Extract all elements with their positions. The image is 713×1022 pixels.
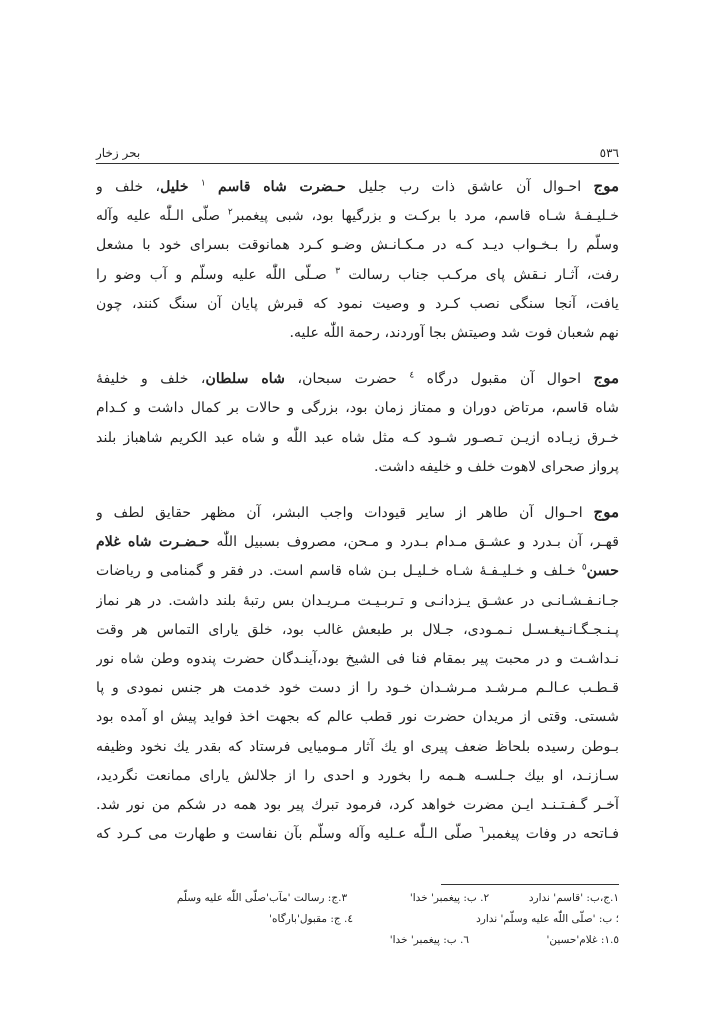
footnote: ٦. ب: پيغمبر' خدا': [389, 934, 469, 946]
footnote-ref: ٣: [335, 265, 341, 276]
text-line: سـازنـد، او بيك جـلسـه هـمه را بخورد و احدی را از جلالش يارای ممانعت نگرديد،: [96, 767, 619, 784]
heading-word: موج: [593, 503, 619, 522]
footnote: ٢. ب: پيغمبر' خدا': [409, 892, 490, 904]
footnote-ref: ١: [200, 178, 206, 189]
running-head: [96, 145, 619, 164]
text-line: نـداشـت و در محبت پير بمقام فنا فی الشيخ بود،آينـدگان حضرت پندوه وطن شاه نور: [96, 651, 619, 668]
footnotes: [96, 888, 619, 951]
text-line: نهم شعبان فوت شد وصيتش بجا آوردند، رحمة اللّٰه عليه.: [289, 325, 619, 342]
footnote-ref: ٢: [227, 207, 233, 218]
text-line: آخـر گـفـتـنـد ايـن مضرت خواهد كرد، فرمود تبرك پير بود همه در شكم من نور شد.: [96, 797, 619, 814]
footnote: ١.٥: غلام'حسين': [546, 934, 619, 946]
text-line: وسلّم را بـخـواب ديـد كـه در مـكـانـش وضـو كـرد همانوقت بسرای خود با مشعل: [96, 237, 619, 254]
footnote-row: [96, 909, 619, 930]
text-line: يافت، آنجا سنگی نصب كـرد و وصيت نمود كه قبرش پايان آن سنگ كنند، چون: [96, 295, 619, 312]
paragraph-shah-sultan: [96, 364, 619, 482]
heading-word: موج: [593, 369, 619, 388]
footnote-rule: [441, 884, 619, 885]
footnote: ١.ج،ب: 'قاسم' ندارد: [528, 892, 619, 904]
footnote-row: [96, 888, 619, 909]
heading-word: موج: [593, 177, 619, 195]
text-line: پرواز صحرای لاهوت خلف و خليفه داشت.: [374, 458, 619, 475]
person-name: شاه سلطان: [205, 371, 286, 388]
text-line: قهـر، آن بـدرد و عشـق مـدام بـدرد و مـحن، مصروف بسبيل اللّٰه حـضـرت شاه غلام: [96, 534, 619, 551]
body-text: [96, 172, 619, 865]
person-name: خليل: [160, 179, 189, 195]
person-name: حـضرت شاه قاسم: [218, 179, 346, 195]
text-line: پـنـجـگـانـيغـسـل نـمـودی، جـلال بر طبعش غالب بود، خلق يارای التماس هر وقت: [96, 621, 619, 638]
paragraph-shah-qasim: [96, 172, 619, 348]
footnote-ref: ٥: [581, 562, 587, 573]
text-line: شاه قاسم، مرتاض دوران و ممتاز زمان بود، بزرگی و حالات بر كمال داشت و كـدام: [96, 400, 619, 417]
text-line: حسن$^٥$ خـلف و خـليـفـهٔ شـاه خـليـل بـن شاه قاسم است. در فقر و گمنامی و رياضات: [96, 562, 619, 580]
person-name: حـضـرت شاه غلام: [96, 534, 210, 551]
person-name: حسن: [586, 563, 619, 580]
running-title: بحر زخار: [96, 146, 141, 160]
text-line: قـطـب عـالـم مـرشـد مـرشـدان خـود را از دست خود خدمت هر جنس نمودی و پا: [96, 680, 619, 697]
page-number: ٥٣٦: [599, 146, 619, 160]
text-line: موج احـوال آن طاهر از ساير قيودات واجب البشر، آن مظهر حقايق لطف و: [96, 503, 619, 522]
text-line: موج احوال آن مقبول درگاه $^٤$ حضرت سبحان، شاه سلطان، خلف و خليفهٔ: [96, 369, 619, 388]
footnote: ٣.ج: رسالت 'مآب'صلّی اللّٰه عليه وسلّم: [176, 892, 348, 904]
text-line: جـانـفـشـانـی در عشـق يـزدانـی و تـربـيـت مـريـدان بس رتبهٔ بلند داشت. در هر نماز: [96, 592, 619, 609]
text-line: خـليـفـهٔ شـاه قاسم، مرد با بركـت و بزرگيها بود، شبی پيغمبر$^٢$ صلّی الـلّٰه عليه وآله: [96, 207, 619, 225]
text-line: خـرق زيـاده ازيـن تـصـور شـود كـه مثل شاه عبد اللّٰه و شاه عبد الكريم شاهباز بلند: [96, 429, 619, 446]
text-line: رفت، آثـار نـقش پای مركـب جناب رسالت $^٣$ صـلّی اللّٰه عليه وسلّم و آب وضو را: [96, 265, 619, 283]
text-line: بـوطن رسيده بلحاظ ضعف پيری او يك آثار مـوميايی فرستاد كه بقدر يك نخود وظيفه: [96, 738, 619, 755]
footnote-ref: ٦: [479, 825, 484, 836]
text-line: موج احـوال آن عاشق ذات رب جليل حـضرت شاه قاسم $^١$ خليل، خلف و: [96, 177, 619, 195]
footnote-ref: ٤: [409, 370, 415, 381]
paragraph-shah-ghulam-hasan: [96, 498, 619, 849]
footnote: ؛ ب: 'صلّی اللّٰه عليه وسلّم' ندارد: [476, 913, 619, 925]
footnote: ٤. ج: مقبول'بارگاه': [269, 913, 353, 925]
text-line: شستی. وقتی از مريدان حضرت نور قطب عالم كه بجهت اخذ فوايد پيش او آمده بود: [96, 709, 619, 726]
text-line: فـاتحه در وفات پيغمبر$^٦$ صلّی الـلّٰه عـليه وآله وسلّم بآن نفاست و طهارت می كـرد كه: [96, 825, 619, 843]
footnote-row: [96, 930, 619, 951]
